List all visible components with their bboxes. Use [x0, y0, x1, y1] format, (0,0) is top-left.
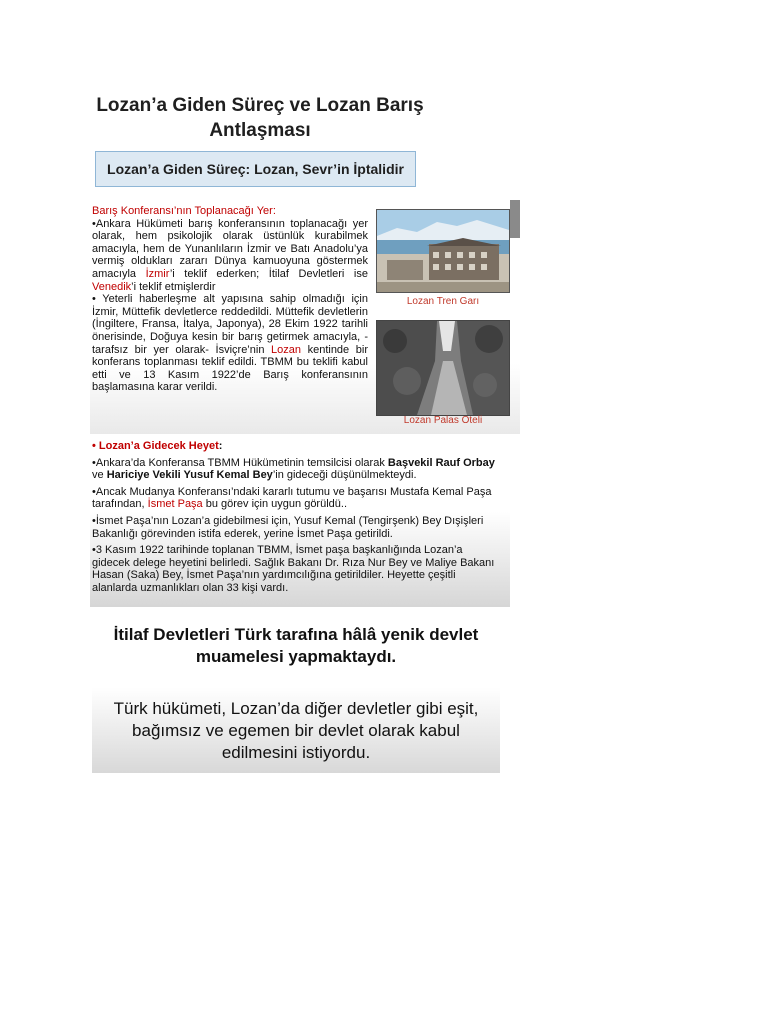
p1-text-b: ’i teklif ederken; İtilaf Devletleri ise — [169, 267, 368, 280]
turkish-government-statement: Türk hükümeti, Lozan’da diğer devletler gibi eşit, bağımsız ve egemen bir devlet olarak kabul edilmesini istiyordu. — [113, 699, 479, 762]
p1-text-c: ’i teklif etmişlerdir — [131, 280, 216, 293]
section1-text — [92, 205, 368, 394]
p1-izmir: İzmir — [145, 267, 170, 280]
delegation-item-4: •3 Kasım 1922 tarihinde toplanan TBMM, İsmet paşa başkanlığında Lozan’a gidecek delege heyetini belirledi. Sağlık Bakanı Dr. Rıza Nur Bey ve Maliye Bakanı Hasan (Saka) Bey, İsmet Paşa’nın yardımcılığına getirildiler. Heyette çeşitli alanlarda uzmanlıkları olan 33 kişi vardı. — [92, 544, 495, 594]
section-delegation — [90, 434, 510, 607]
subtitle-box — [95, 151, 416, 187]
item1-text-c: ’in gideceği düşünülmekteydi. — [272, 469, 417, 482]
section-conference-location — [90, 200, 520, 434]
p2-lozan: Lozan — [271, 343, 301, 356]
p1-text-a: •Ankara Hükümeti barış konferansının toplanacağı yer olarak, hem psikolojik olarak üstünlük kurabilmek amacıyla, hem de Yunanlıların İzmir ve Batı Anadolu’ya vermiş oldukları zararı Dünya kamuoyuna göstermek amacıyla — [92, 217, 368, 280]
caption-palace-hotel: Lozan Palas Oteli — [403, 415, 483, 426]
slide-edge-tab — [510, 200, 520, 238]
section2-heading — [92, 440, 502, 453]
summary-box — [92, 618, 500, 773]
item1-yusuf-kemal: Hariciye Vekili Yusuf Kemal Bey — [106, 469, 273, 482]
p2-text-b: kentinde bir konferans toplanması teklif edildi. TBMM bu teklifi kabul etti ve 13 Kasım 1922’de Barış konferansının başlamasına karar verildi. — [92, 343, 368, 394]
p1-venedik: Venedik — [92, 280, 132, 293]
p2-text-a: • Yeterli haberleşme alt yapısına sahip olmadığı için İzmir, Müttefik devletlerce reddedildi. Müttefik devletlerin (İngiltere, Fransa, İtalya, Japonya), 28 Ekim 1922 tarihli önerisinde, Doğuya kesin bir barış getirmek amacıyla, -tarafsız bir yer olarak- İsviçre’nin — [92, 293, 368, 356]
section1-paragraph-1 — [92, 218, 368, 294]
item1-text-b: ve — [92, 469, 107, 482]
item1-rauf-orbay: Başvekil Rauf Orbay — [387, 456, 495, 469]
section2-text — [92, 440, 502, 599]
delegation-item-2 — [92, 486, 502, 511]
allied-powers-statement: İtilaf Devletleri Türk tarafına hâlâ yenik devlet muamelesi yapmaktaydı. — [113, 625, 479, 666]
section1-heading: Barış Konferansı’nın Toplanacağı Yer: — [92, 205, 276, 217]
section1-paragraph-2 — [92, 293, 368, 394]
delegation-item-1 — [92, 457, 502, 482]
title-line-1: Lozan’a Giden Süreç ve Lozan Barış — [96, 95, 424, 116]
item2-ismet-pasa: İsmet Paşa — [147, 498, 203, 511]
title-line-2: Antlaşması — [209, 120, 311, 141]
delegation-item-3: •İsmet Paşa’nın Lozan’a gidebilmesi için, Yusuf Kemal (Tengirşenk) Bey Dışişleri Bakanlığı görevinden istifa ederek, yerine İsmet Paşa getirildi. — [92, 514, 484, 540]
page-title — [80, 93, 440, 143]
photo-lozan-palace-hotel — [376, 320, 510, 416]
item2-text-a: •Ancak Mudanya Konferansı’ndaki kararlı tutumu ve başarısı Mustafa Kemal Paşa tarafından, — [92, 485, 492, 511]
caption-train-station: Lozan Tren Garı — [406, 296, 480, 307]
item1-text-a: •Ankara’da Konferansa TBMM Hükümetinin temsilcisi olarak — [92, 456, 388, 469]
section2-heading-text: • Lozan’a Gidecek Heyet — [92, 440, 219, 452]
section2-heading-colon: : — [218, 440, 223, 452]
photo-lozan-train-station — [376, 209, 510, 293]
item2-text-b: bu görev için uygun görüldü.. — [202, 498, 348, 511]
subtitle-text: Lozan’a Giden Süreç: Lozan, Sevr’in İptalidir — [107, 161, 404, 177]
